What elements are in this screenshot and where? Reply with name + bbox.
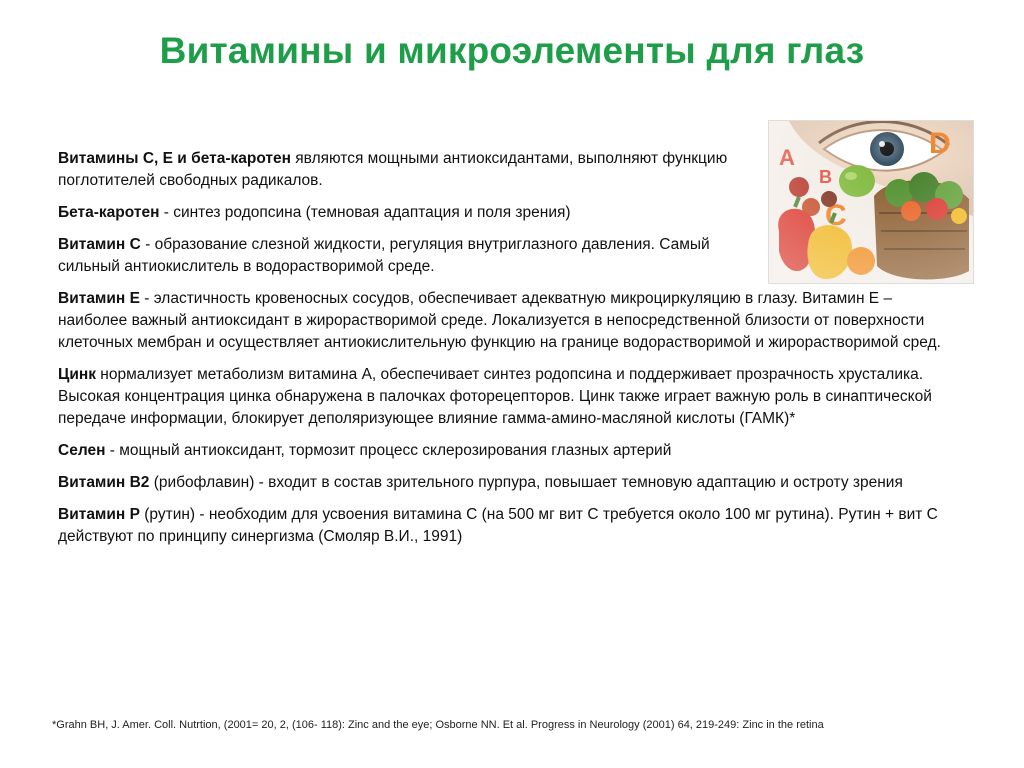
footnote-reference: *Grahn BH, J. Amer. Coll. Nutrtion, (2001= 20, 2, (106- 118): Zinc and the eye; Osborne NN. Et al. Progress in Neurology (2001) 64, 219-249: Zinc in the retina — [52, 719, 824, 731]
term: Витамин Е — [58, 290, 140, 307]
vitamins-illustration — [769, 121, 973, 283]
term: Витамин В2 — [58, 474, 150, 491]
description: (рибофлавин) - входит в состав зрительного пурпура, повышает темновую адаптацию и остроту зрения — [149, 474, 903, 491]
term: Витамины С, Е и бета-каротен — [58, 150, 291, 167]
term: Витамин С — [58, 236, 141, 253]
paragraph-vitamin-e — [58, 288, 963, 354]
paragraph-zinc — [58, 364, 963, 430]
slide-title: Витамины и микроэлементы для глаз — [159, 30, 865, 71]
term: Витамин Р — [58, 506, 140, 523]
term: Бета-каротен — [58, 204, 160, 221]
vitamins-fruit-eye-image — [768, 120, 974, 284]
paragraph-vitamin-c — [58, 234, 758, 278]
paragraph-vitamin-p — [58, 504, 963, 548]
paragraph-beta-carotene — [58, 202, 758, 224]
description: являются мощными антиоксидантами, выполняют функцию поглотителей свободных радикалов. — [58, 150, 728, 189]
paragraph-selenium — [58, 440, 963, 462]
paragraph-vitamin-b2 — [58, 472, 963, 494]
description: - мощный антиоксидант, тормозит процесс склерозирования глазных артерий — [105, 442, 672, 459]
description: - синтез родопсина (темновая адаптация и поля зрения) — [159, 204, 571, 221]
term: Цинк — [58, 366, 96, 383]
description: нормализует метаболизм витамина А, обеспечивает синтез родопсина и поддерживает прозрачность хрусталика. Высокая концентрация цинка обнаружена в палочках фоторецепторов. Цинк также играет важную роль в синаптической передаче информации, блокирует деполяризующее влияние гамма-амино-масляной кислоты (ГАМК)* — [58, 366, 932, 427]
description: - образование слезной жидкости, регуляция внутриглазного давления. Самый сильный антиокислитель в водорастворимой среде. — [58, 236, 710, 275]
description: (рутин) - необходим для усвоения витамина С (на 500 мг вит С требуется около 100 мг рутина). Рутин + вит С действуют по принципу синергизма (Смоляр В.И., 1991) — [58, 506, 938, 545]
term: Селен — [58, 442, 106, 459]
paragraph-antioxidants — [58, 148, 758, 192]
description: - эластичность кровеносных сосудов, обеспечивает адекватную микроциркуляцию в глазу. Витамин Е – наиболее важный антиоксидант в жирорастворимой среде. Локализуется в непосредственной близости от поверхности клеточных мембран и осуществляет антиокислительную функцию на границе водорастворимой и жирорастворимой сред. — [58, 290, 941, 351]
